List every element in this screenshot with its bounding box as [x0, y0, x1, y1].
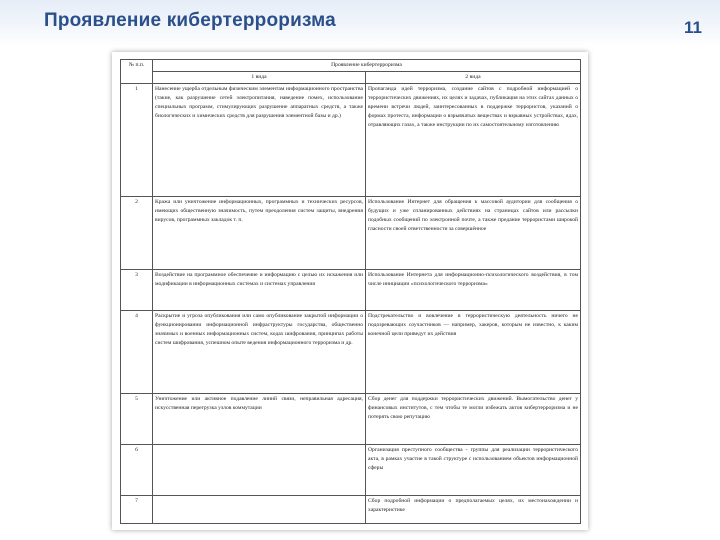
type2-cell: Использование Интернет для обращения к массовой аудитории для сообщения о будущих и уже спланированных действиях на страницах сайтов или рассылки подобных сообщений по электронной почте, а также предание террористами широкой гласности своей ответственности за совершённое — [366, 197, 581, 270]
type2-cell: Использование Интернета для информационно-психологического воздействия, в том числе инициации «психологического терроризма» — [366, 270, 581, 311]
document-page — [112, 52, 588, 530]
row-number: 3 — [121, 270, 153, 311]
table-row — [121, 84, 581, 197]
type2-cell: Сбор денег для поддержки террористических движений. Вымогательство денег у финансовых институтов, с тем чтобы те могли избежать актов кибертерроризма и не потерять свою репутацию — [366, 394, 581, 445]
row-number: 2 — [121, 197, 153, 270]
header-number: № п.п. — [121, 60, 153, 84]
type2-cell: Пропаганда идей терроризма, создание сайтов с подробной информацией о террористических движениях, их целях и задачах, публикация на этих сайтах данных о времени встречи людей, заинтересованных в поддержке террористов, указаний о формах протеста, информации о взрывчатых веществах и взрывных устройствах, ядах, отравляющих газах, а также инструкции по их самостоятельному изготовлению — [366, 84, 581, 197]
slide-title: Проявление кибертерроризма — [44, 10, 336, 31]
header-main: Проявление кибертерроризма — [153, 60, 581, 72]
row-number: 4 — [121, 311, 153, 394]
table-row — [121, 270, 581, 311]
slide-number: 11 — [684, 18, 702, 37]
row-number: 5 — [121, 394, 153, 445]
type1-cell: Нанесение ущерба отдельным физическим элементам информационного пространства (такие, как разрушение сетей электропитания, наведение помех, использование специальных программ, стимулирующих разрушение аппаратных средств, а также биологических и химических средств для разрушения элементной базы и др.) — [153, 84, 366, 197]
type1-cell — [153, 496, 366, 524]
table-row — [121, 496, 581, 524]
type2-cell: Сбор подробной информации о предполагаемых целях, их местонахождении и характеристике — [366, 496, 581, 524]
header-type-2: 2 вида — [366, 72, 581, 84]
type1-cell: Кража или уничтожение информационных, программных и технических ресурсов, имеющих общественную значимость, путем преодоления систем защиты, внедрения вирусов, программных закладок т. п. — [153, 197, 366, 270]
table-row — [121, 394, 581, 445]
table-row — [121, 311, 581, 394]
row-number: 6 — [121, 445, 153, 496]
type2-cell: Организация преступного сообщества - группы для реализации террористического акта, в рамках участие в такой структуре с использованием объектов информационной сферы — [366, 445, 581, 496]
table-row — [121, 197, 581, 270]
table-row — [121, 445, 581, 496]
type1-cell: Раскрытие и угроза опубликования или само опубликование закрытой информации о функционировании информационной инфраструктуры государства, общественно значимых и военных информационных систем, кодах шифрования, принципах работы систем шифрования, успешном опыте ведения информационного терроризма и др. — [153, 311, 366, 394]
row-number: 7 — [121, 496, 153, 524]
type1-cell: Воздействие на программное обеспечение и информацию с целью их искажения или модификации в информационных системах и системах управления — [153, 270, 366, 311]
type1-cell — [153, 445, 366, 496]
header-type-1: 1 вида — [153, 72, 366, 84]
row-number: 1 — [121, 84, 153, 197]
type1-cell: Уничтожение или активное подавление линий связи, неправильная адресация, искусственная перегрузка узлов коммутации — [153, 394, 366, 445]
manifestations-table — [120, 59, 581, 524]
type2-cell: Подстрекательство и вовлечение в террористическую деятельность ничего не подозревающих соучастников — например, хакеров, которым не известно, к каким конечной цели приведут их действия — [366, 311, 581, 394]
